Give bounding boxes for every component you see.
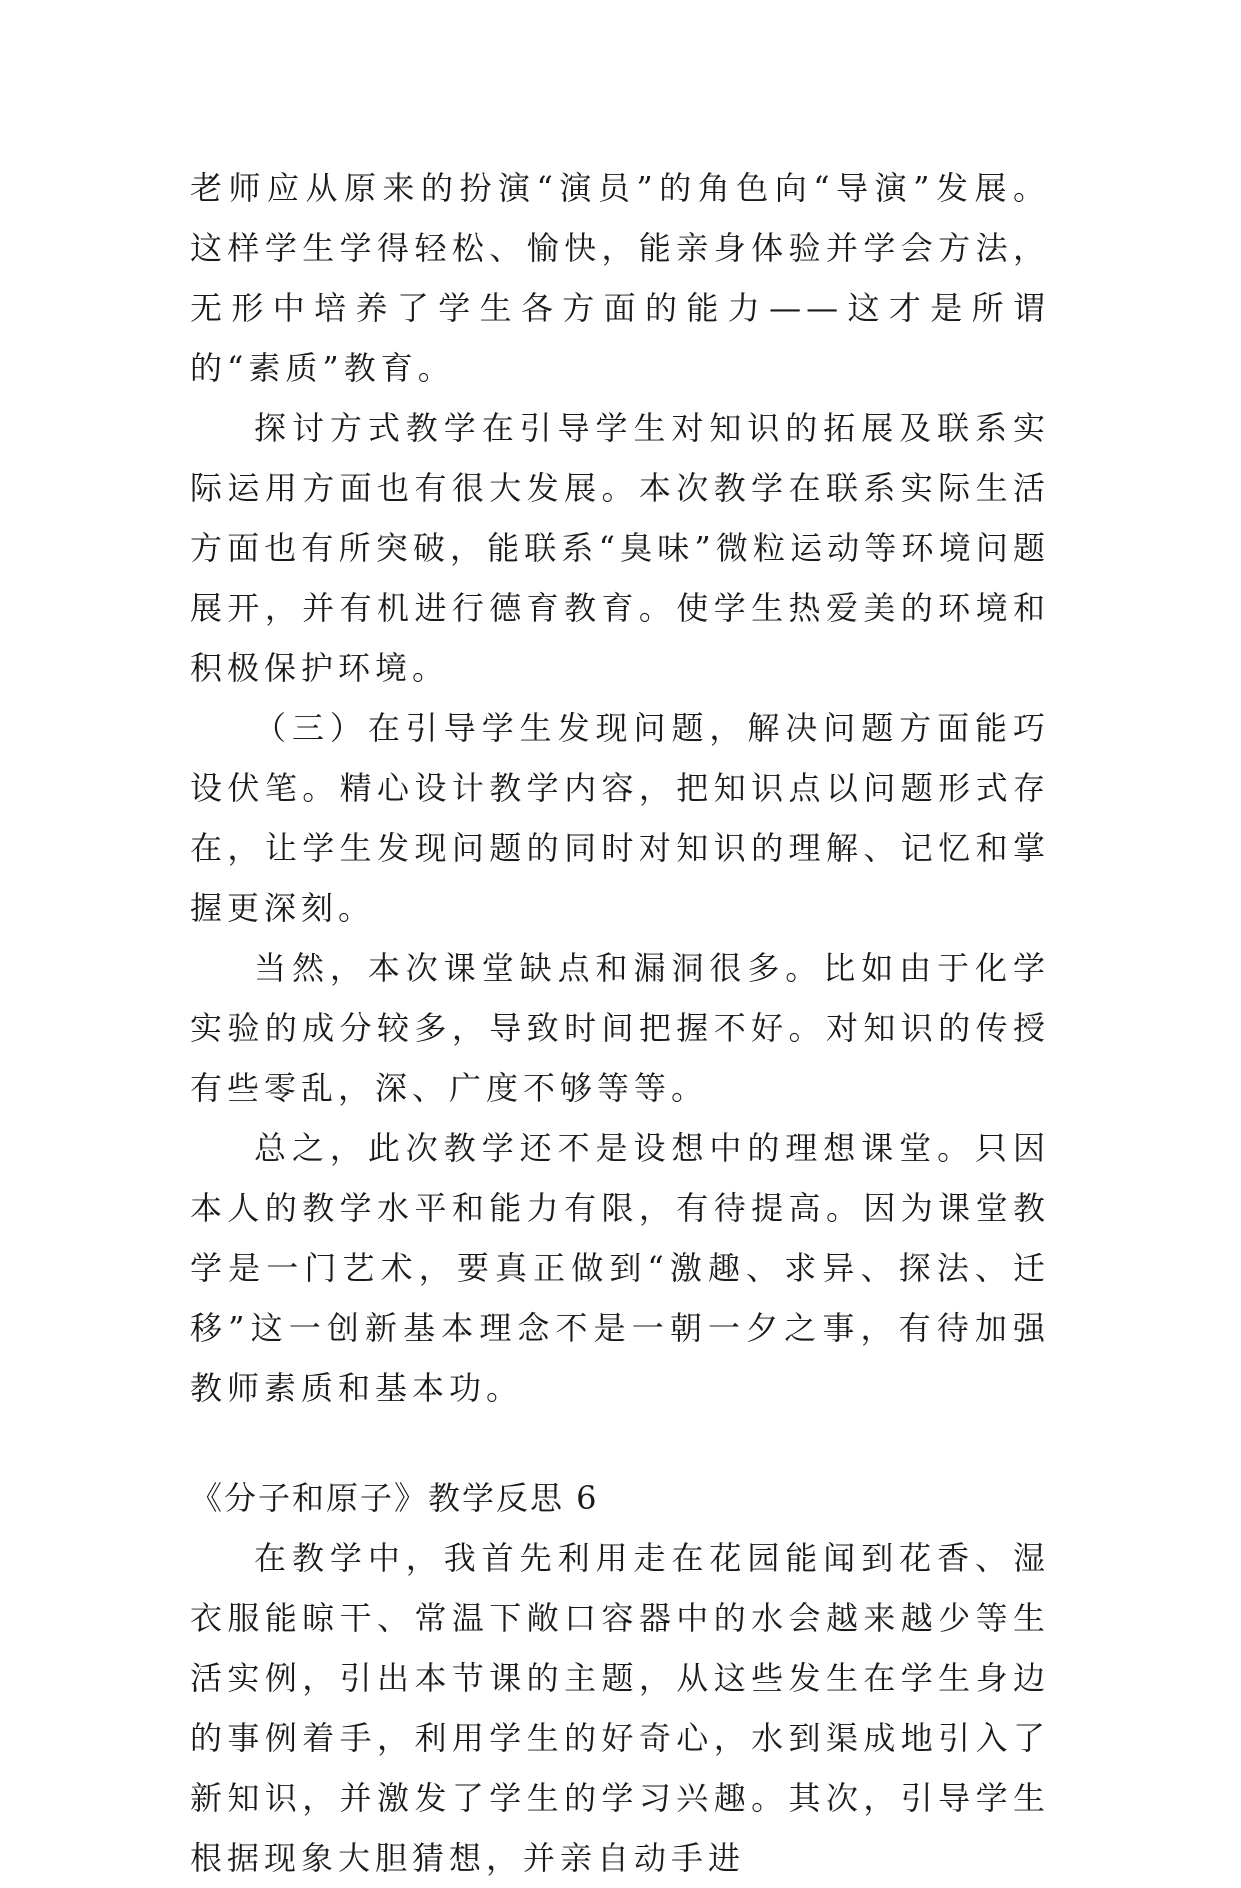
paragraph: 总之，此次教学还不是设想中的理想课堂。只因本人的教学水平和能力有限，有待提高。因为课堂教学是一门艺术，要真正做到“激趣、求异、探法、迁移”这一创新基本理念不是一朝一夕之事，有待加强教师素质和基本功。 <box>190 1129 1050 1407</box>
paragraph-continued: 老师应从原来的扮演“演员”的角色向“导演”发展。这样学生学得轻松、愉快，能亲身体验并学会方法，无形中培养了学生各方面的能力——这才是所谓的“素质”教育。 <box>190 169 1050 387</box>
section-title: 《分子和原子》教学反思 6 <box>190 1479 599 1517</box>
paragraph: （三）在引导学生发现问题，解决问题方面能巧设伏笔。精心设计教学内容，把知识点以问题形式存在，让学生发现问题的同时对知识的理解、记忆和掌握更深刻。 <box>190 709 1050 927</box>
paragraph: 探讨方式教学在引导学生对知识的拓展及联系实际运用方面也有很大发展。本次教学在联系实际生活方面也有所突破，能联系“臭味”微粒运动等环境问题展开，并有机进行德育教育。使学生热爱美的环境和积极保护环境。 <box>190 409 1050 687</box>
document-body <box>190 158 1050 1888</box>
paragraph: 在教学中，我首先利用走在花园能闻到花香、湿衣服能晾干、常温下敞口容器中的水会越来越少等生活实例，引出本节课的主题，从这些发生在学生身边的事例着手，利用学生的好奇心，水到渠成地引入了新知识，并激发了学生的学习兴趣。其次，引导学生根据现象大胆猜想，并亲自动手进 <box>190 1539 1050 1877</box>
paragraph: 当然，本次课堂缺点和漏洞很多。比如由于化学实验的成分较多，导致时间把握不好。对知识的传授有些零乱，深、广度不够等等。 <box>190 949 1050 1107</box>
section-spacer <box>190 1418 1050 1468</box>
